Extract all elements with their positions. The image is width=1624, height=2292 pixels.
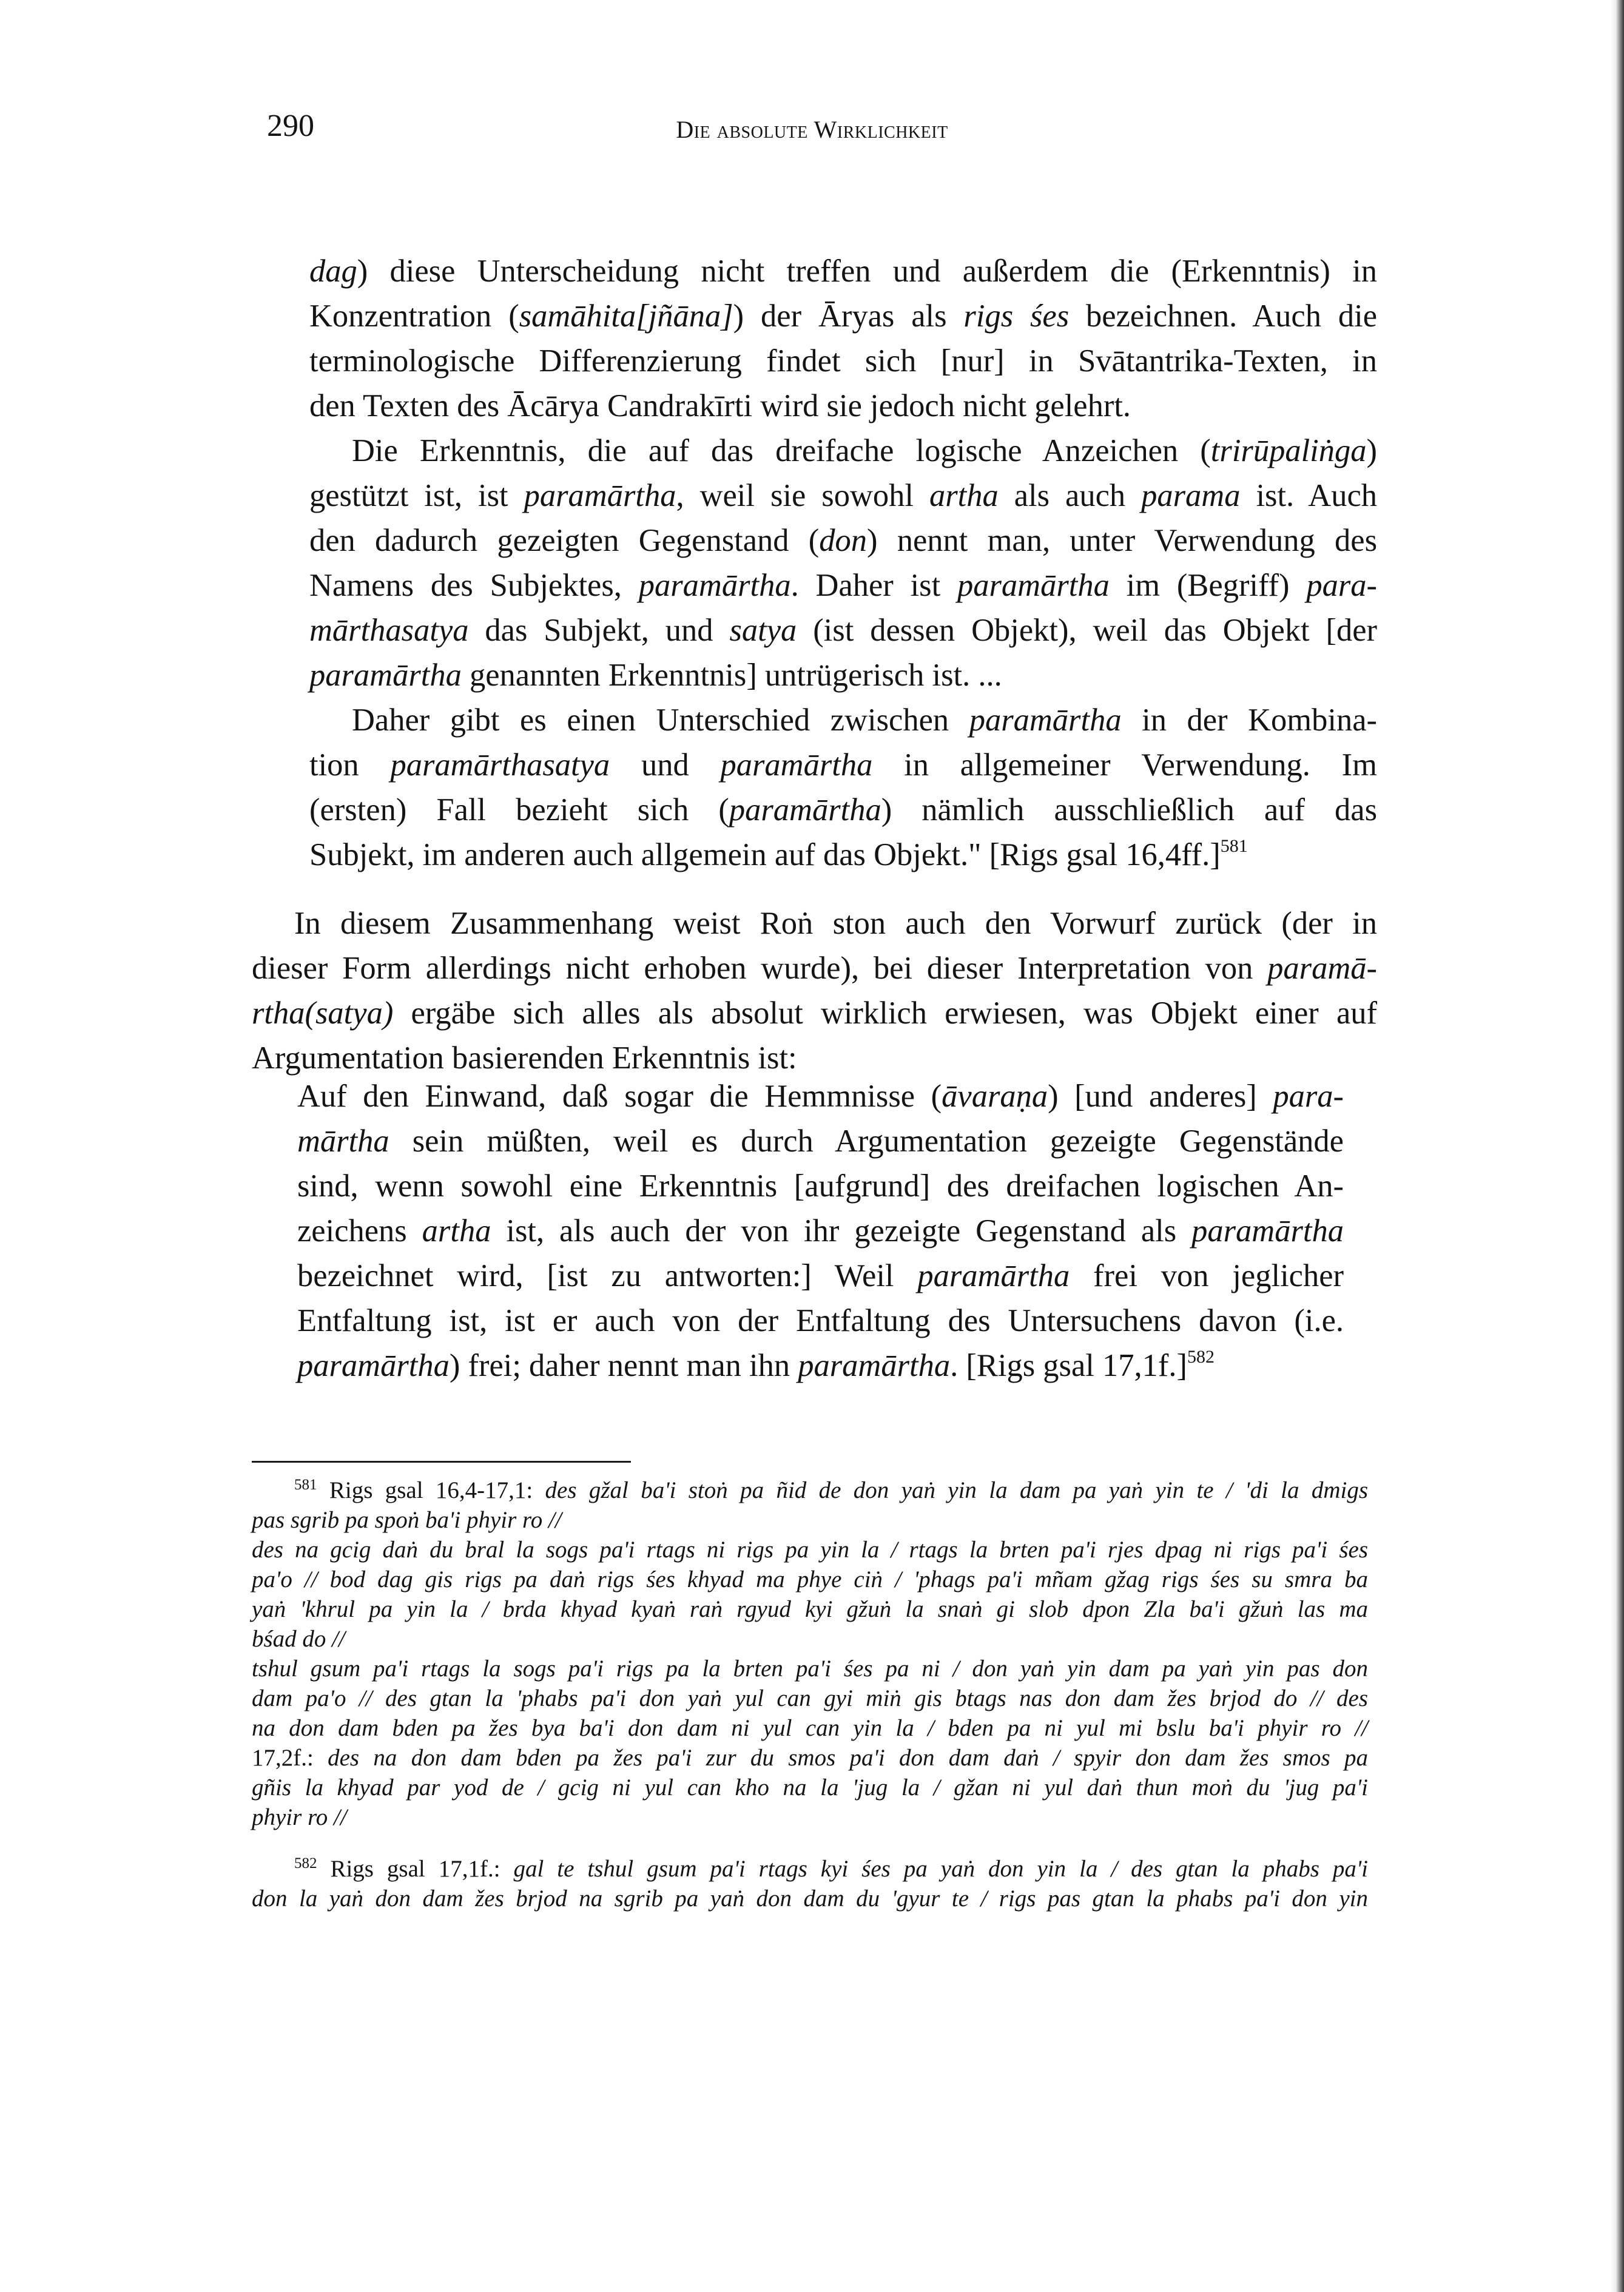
text-line: zeichens artha ist, als auch der von ihr gezeigte Gegenstand als paramārtha [297,1213,1344,1249]
running-head: Die absolute Wirklichkeit [676,116,948,143]
text-line: Konzentration (samāhita[jñāna]) der Āryas als rigs śes bezeichnen. Auch die [309,298,1378,334]
body-paragraphs-top [309,249,1377,877]
body-paragraph-mid [252,901,1377,1080]
text-line: des na gcig daṅ du bral la sogs pa'i rtags ni rigs pa yin la / rtags la brten pa'i rjes dpag ni rigs pa'i śes [252,1537,1368,1563]
text-line: dam pa'o // des gtan la 'phabs pa'i don yaṅ yul can gyi miṅ gis btags nas don dam žes brjod do // des [252,1685,1368,1711]
text-line: Daher gibt es einen Unterschied zwischen paramārtha in der Kombina- [352,703,1377,738]
text-line: pa'o // bod dag gis rigs pa daṅ rigs śes khyad ma phye ciṅ / 'phags pa'i mñam gžag rigs śes su smra ba [252,1566,1368,1593]
text-line: $^{582}$ Rigs gsal 17,1f.: gal te tshul gsum pa'i rtags kyi śes pa yaṅ don yin la / des gtan la phabs pa'i [294,1855,1369,1882]
text-line: Subjekt, im anderen auch allgemein auf das Objekt." [Rigs gsal 16,4ff.]$^{581}$ [309,836,1248,872]
text-line: $^{581}$ Rigs gsal 16,4-17,1: des gžal ba'i stoṅ pa ñid de don yaṅ yin la dam pa yaṅ yin te / 'di la dmigs [294,1477,1368,1503]
text-line: terminologische Differenzierung findet sich [nur] in Svātantrika-Texten, in [309,343,1377,379]
text-line: Namens des Subjektes, paramārtha. Daher ist paramārtha im (Begriff) para- [309,568,1377,603]
text-line: dieser Form allerdings nicht erhoben wurde), bei dieser Interpretation von paramā- [252,951,1377,986]
text-line: Entfaltung ist, ist er auch von der Entfaltung des Untersuchens davon (i.e. [297,1303,1344,1338]
text-line: Die Erkenntnis, die auf das dreifache logische Anzeichen (trirūpaliṅga) [352,433,1377,468]
text-line: tshul gsum pa'i rtags la sogs pa'i rigs pa la brten pa'i śes pa ni / don yaṅ yin dam pa yaṅ yin pas don [252,1656,1368,1682]
text-line: paramārtha genannten Erkenntnis] untrügerisch ist. ... [309,658,1002,693]
text-line: den dadurch gezeigten Gegenstand (don) nennt man, unter Verwendung des [309,523,1378,558]
text-line: na don dam bden pa žes bya ba'i don dam ni yul can yin la / bden pa ni yul mi bslu ba'i phyir ro // [252,1715,1368,1741]
block-quote [297,1074,1344,1388]
text-line: bśad do // [252,1626,345,1652]
text-line: (ersten) Fall bezieht sich (paramārtha) nämlich ausschließlich auf das [309,792,1377,827]
text-line: mārtha sein müßten, weil es durch Argumentation gezeigte Gegenstände [297,1124,1344,1159]
text-line: sind, wenn sowohl eine Erkenntnis [aufgrund] des dreifachen logischen An- [297,1168,1344,1204]
text-line: In diesem Zusammenhang weist Roṅ ston auch den Vorwurf zurück (der in [294,906,1377,941]
footnote-rule [252,1461,631,1463]
text-line: gestützt ist, ist paramārtha, weil sie sowohl artha als auch parama ist. Auch [309,478,1377,513]
text-line: rtha(satya) ergäbe sich alles als absolut wirklich erwiesen, was Objekt einer auf [252,996,1377,1031]
text-line: mārthasatya das Subjekt, und satya (ist dessen Objekt), weil das Objekt [der [309,613,1378,648]
text-line: Auf den Einwand, daß sogar die Hemmnisse (āvaraṇa) [und anderes] para- [297,1079,1344,1114]
page-edge-shadow [1611,0,1624,2292]
text-line: don la yaṅ don dam žes brjod na sgrib pa yaṅ don dam du 'gyur te / rigs pas gtan la phabs pa'i don yin [252,1886,1368,1912]
text-line: pas sgrib pa spoṅ ba'i phyir ro // [252,1507,562,1533]
text-line: dag) diese Unterscheidung nicht treffen und außerdem die (Erkenntnis) in [309,254,1377,289]
text-line: 17,2f.: des na don dam bden pa žes pa'i zur du smos pa'i don dam daṅ / spyir don dam žes smos pa [252,1745,1369,1771]
text-line: phyir ro // [252,1804,347,1830]
footnote-582 [252,1854,1368,1913]
text-line: den Texten des Ācārya Candrakīrti wird sie jedoch nicht gelehrt. [309,388,1131,423]
text-line: bezeichnet wird, [ist zu antworten:] Weil paramārtha frei von jeglicher [297,1258,1344,1293]
footnote-581 [252,1475,1368,1832]
text-line: tion paramārthasatya und paramārtha in allgemeiner Verwendung. Im [309,747,1377,783]
text-line: gñis la khyad par yod de / gcig ni yul can kho na la 'jug la / gžan ni yul daṅ thun moṅ du 'jug pa'i [252,1775,1368,1801]
page-number: 290 [267,109,314,143]
text-line: yaṅ 'khrul pa yin la / brda khyad kyaṅ raṅ rgyud kyi gžuṅ la snaṅ gi slob dpon Zla ba'i gžuṅ las ma [252,1596,1368,1622]
text-line: paramārtha) frei; daher nennt man ihn paramārtha. [Rigs gsal 17,1f.]$^{582}$ [297,1347,1215,1383]
text-line: Argumentation basierenden Erkenntnis ist: [252,1040,797,1076]
